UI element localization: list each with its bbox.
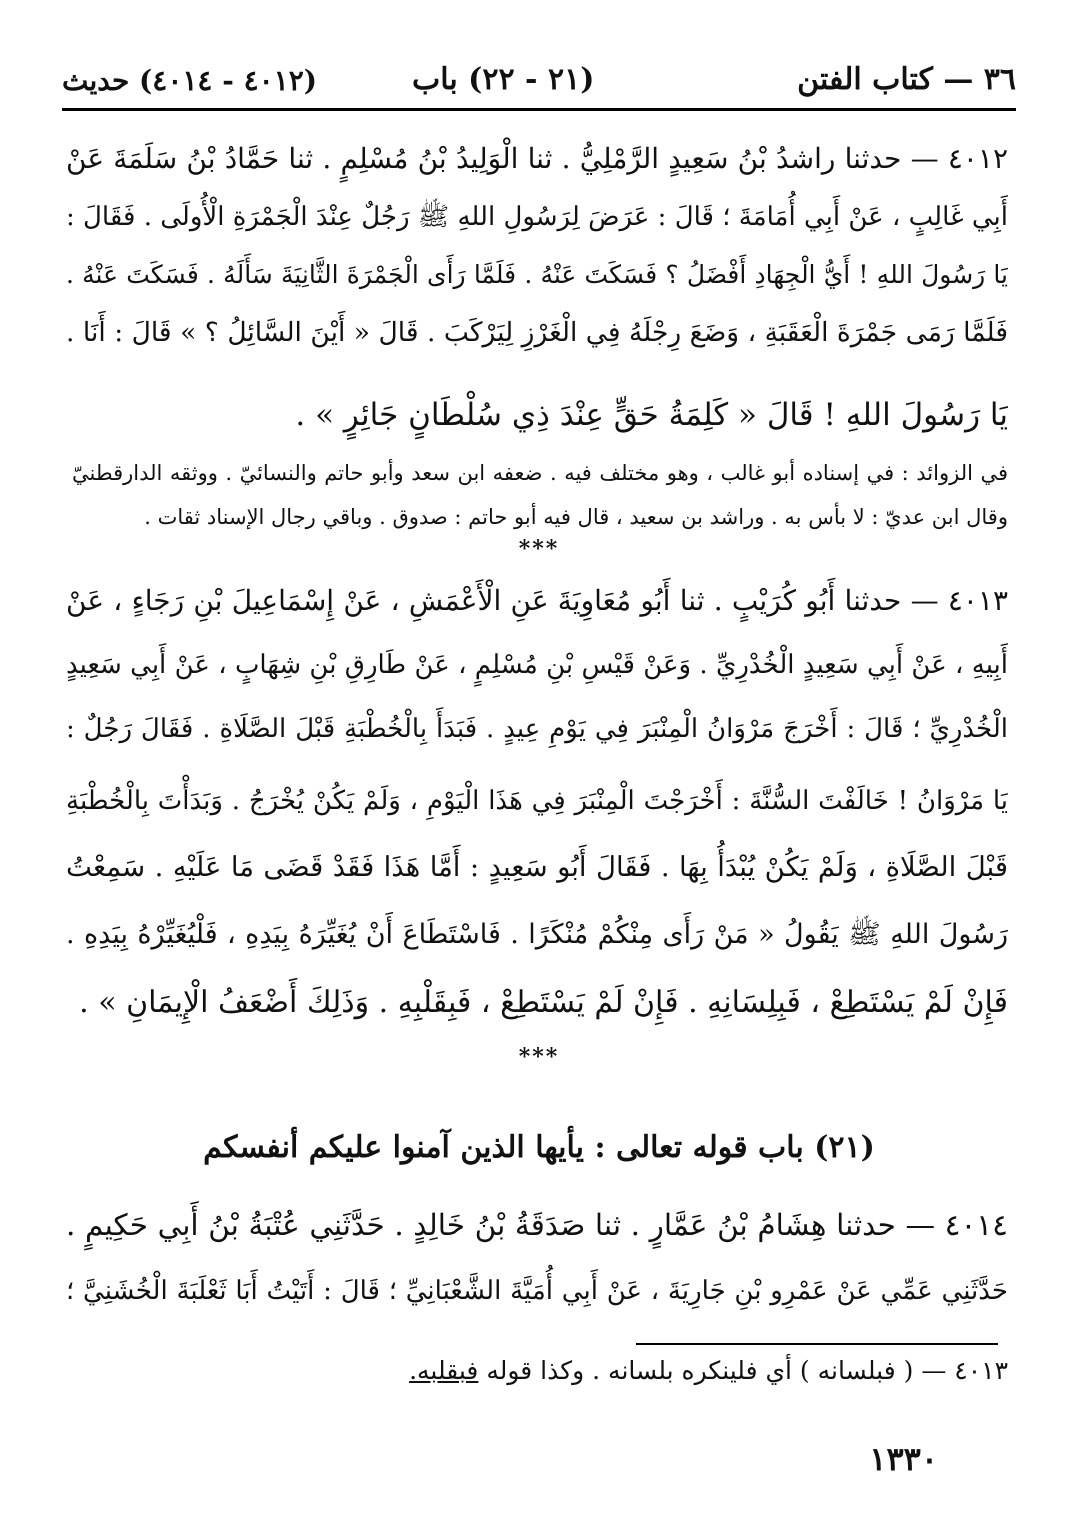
text-line: يَا رَسُولَ اللهِ ! قَالَ « كَلِمَةُ حَقٍّ عِنْدَ ذِي سُلْطَانٍ جَائِرٍ » . [295,397,1008,433]
text-line: رَسُولَ اللهِ ﷺ يَقُولُ « مَنْ رَأَى مِنْكُمْ مُنْكَرًا . فَاسْتَطَاعَ أَنْ يُغَيِّرَهُ بِيَدِهِ ، فَلْيُغَيِّرْهُ بِيَدِهِ . [66,919,1008,950]
text-line: ٤٠١٤ — حدثنا هِشَامُ بْنُ عَمَّارٍ . ثنا صَدَقَةُ بْنُ خَالِدٍ . حَدَّثَنِي عُتْبَةُ بْنُ أَبِي حَكِيمٍ . [66,1208,1008,1242]
header-rule [62,108,1016,111]
chapter-range: (٢١ - ٢٢) باب [412,62,595,97]
text-line: قَبْلَ الصَّلَاةِ ، وَلَمْ يَكُنْ يُبْدَأُ بِهَا . فَقَالَ أَبُو سَعِيدٍ : أَمَّا هَذَا فَقَدْ قَضَى مَا عَلَيْهِ . سَمِعْتُ [66,851,1008,883]
text-line: يَا مَرْوَانُ ! خَالَفْتَ السُّنَّةَ : أَخْرَجْتَ الْمِنْبَرَ فِي هَذَا الْيَوْمِ ، وَلَمْ يَكُنْ يُخْرَجُ . وَبَدَأْتَ بِالْخُطْبَةِ [66,786,1008,816]
chapter-heading: (٢١) باب قوله تعالى : يأيها الذين آمنوا عليكم أنفسكم [203,1130,875,1165]
note-line: في الزوائد : في إسناده أبو غالب ، وهو مختلف فيه . ضعفه ابن سعد وأبو حاتم والنسائيّ . ووثقه الدارقطنيّ [72,461,1008,485]
page-title: ٣٦ — كتاب الفتن [797,62,1016,97]
footnote-text: ٤٠١٣ — ( فبلسانه ) أي فلينكره بلسانه . وكذا قوله [486,1356,1008,1385]
footnote-underlined: فبقلبه. [409,1356,479,1385]
text-line: ٤٠١٣ — حدثنا أَبُو كُرَيْبٍ . ثنا أَبُو مُعَاوِيَةَ عَنِ الْأَعْمَشِ ، عَنْ إِسْمَاعِيلَ بْنِ رَجَاءٍ ، عَنْ [66,584,1008,617]
text-line: الْخُدْرِيِّ ؛ قَالَ : أَخْرَجَ مَرْوَانُ الْمِنْبَرَ فِي يَوْمِ عِيدٍ . فَبَدَأَ بِالْخُطْبَةِ قَبْلَ الصَّلَاةِ . فَقَالَ رَجُلٌ : [66,714,1008,744]
text-line: حَدَّثَنِي عَمِّي عَنْ عَمْرِو بْنِ جَارِيَةَ ، عَنْ أَبِي أُمَيَّةَ الشَّعْبَانِيِّ ؛ قَالَ : أَتَيْتُ أَبَا ثَعْلَبَةَ الْخُشَنِيَّ ؛ [66,1276,1008,1306]
footnote [409,1356,1008,1385]
note-line: وقال ابن عديّ : لا بأس به . وراشد بن سعيد ، قال فيه أبو حاتم : صدوق . وباقي رجال الإسناد ثقات . [144,505,1008,529]
separator-stars: *** [518,536,560,562]
separator-stars: *** [518,1044,560,1070]
page-number: ١٣٣٠ [869,1440,938,1478]
page-header [62,58,1016,106]
footnote-rule [636,1343,998,1345]
text-line: فَلَمَّا رَمَى جَمْرَةَ الْعَقَبَةِ ، وَضَعَ رِجْلَهُ فِي الْغَرْزِ لِيَرْكَبَ . قَالَ « أَيْنَ السَّائِلُ ؟ » قَالَ : أَنَا . [66,317,1008,348]
text-line: يَا رَسُولَ اللهِ ! أَيُّ الْجِهَادِ أَفْضَلُ ؟ فَسَكَتَ عَنْهُ . فَلَمَّا رَأَى الْجَمْرَةَ الثَّانِيَةَ سَأَلَهُ . فَسَكَتَ عَنْهُ . [66,260,1008,289]
text-line: أَبِي غَالِبٍ ، عَنْ أَبِي أُمَامَةَ ؛ قَالَ : عَرَضَ لِرَسُولِ اللهِ ﷺ رَجُلٌ عِنْدَ الْجَمْرَةِ الْأُولَى . فَقَالَ : [66,202,1008,232]
text-line: أَبِيهِ ، عَنْ أَبِي سَعِيدٍ الْخُدْرِيِّ . وَعَنْ قَيْسِ بْنِ مُسْلِمٍ ، عَنْ طَارِقِ بْنِ شِهَابٍ ، عَنْ أَبِي سَعِيدٍ [66,650,1008,680]
hadith-range: (٤٠١٢ - ٤٠١٤) حديث [62,64,317,97]
text-line: فَإِنْ لَمْ يَسْتَطِعْ ، فَبِلِسَانِهِ . فَإِنْ لَمْ يَسْتَطِعْ ، فَبِقَلْبِهِ . وَذَلِكَ أَضْعَفُ الْإِيمَانِ » . [79,985,1008,1020]
text-line: ٤٠١٢ — حدثنا راشدُ بْنُ سَعِيدٍ الرَّمْلِيُّ . ثنا الْوَلِيدُ بْنُ مُسْلِمٍ . ثنا حَمَّادُ بْنُ سَلَمَةَ عَنْ [66,142,1008,175]
